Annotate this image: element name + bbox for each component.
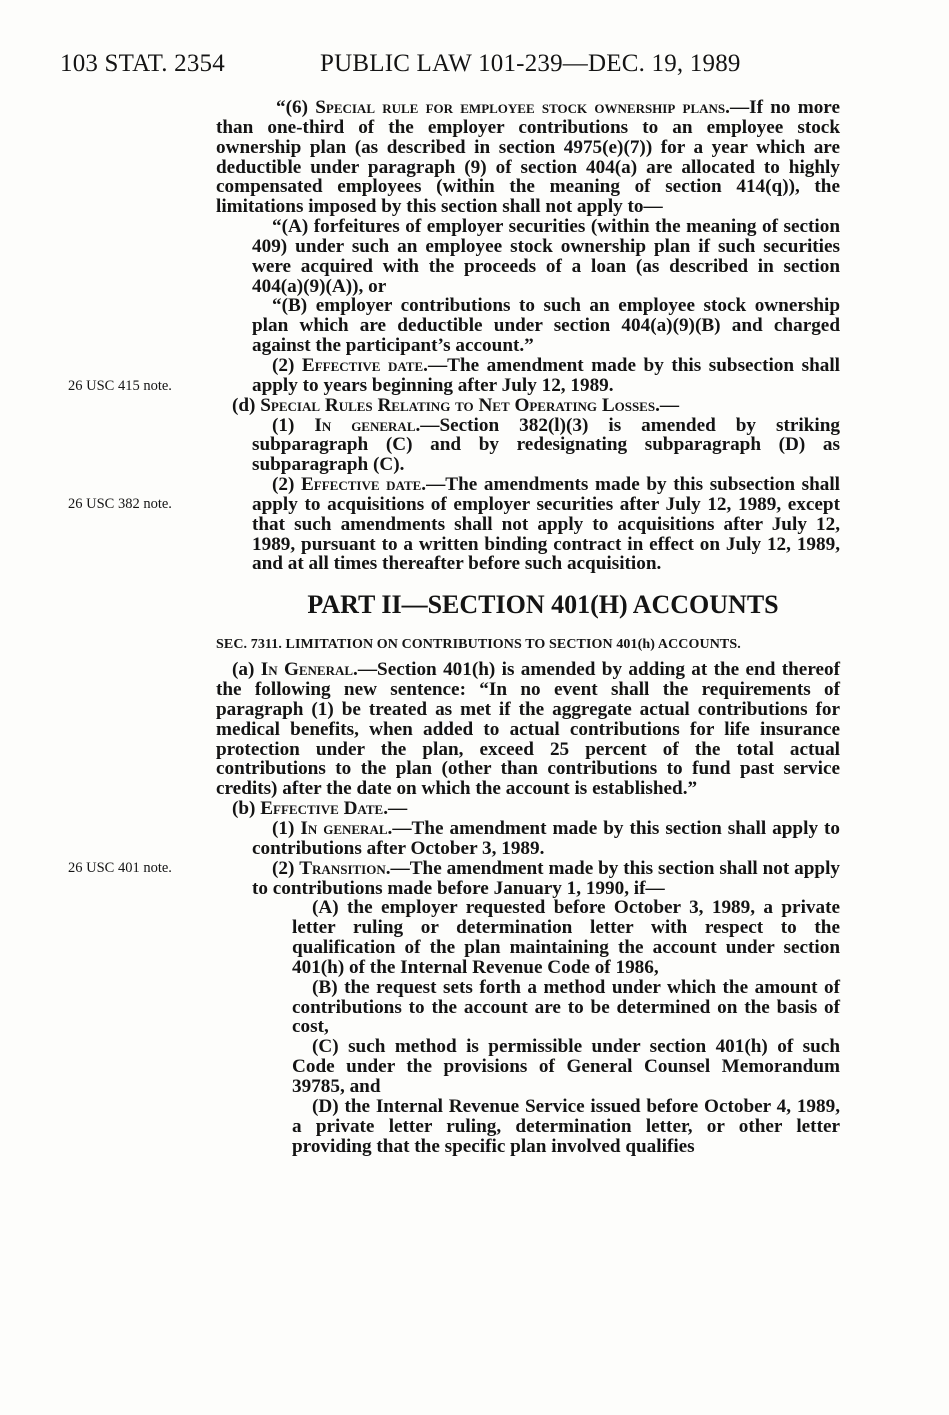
paragraph-b1	[216, 819, 840, 859]
a-text: —Section 401(h) is amended by adding at the end thereof the following new sentence: “In no event shall the requirements of paragraph (1) be treated as met if the aggregate actual contributions for medical benefits, when added to actual contributions for life insurance protection under the plan, exceed 25 percent of the total actual contributions to the plan (other than contributions to fund past service credits) after the date on which the account is established.”	[216, 659, 840, 800]
part-heading: PART II—SECTION 401(H) ACCOUNTS	[307, 590, 779, 620]
section-heading: SEC. 7311. LIMITATION ON CONTRIBUTIONS TO SECTION 401(h) ACCOUNTS.	[216, 637, 741, 653]
a-heading: In General.	[260, 659, 358, 681]
paragraph-6	[216, 98, 840, 217]
subsection-d	[216, 396, 840, 416]
d1-heading: In general.	[314, 414, 421, 436]
subparagraph-b2b: (B) the request sets forth a method under which the amount of contributions to the account are to be determined on the basis of cost,	[292, 976, 840, 1038]
subparagraph-6b: “(B) employer contributions to such an employee stock ownership plan which are deductible under section 404(a)(9)(B) and charged against the participant’s account.”	[252, 295, 840, 357]
b1-lead: (1)	[272, 818, 301, 839]
paragraph-d1	[216, 416, 840, 476]
paragraph-b2	[216, 859, 840, 899]
stat-page-number: 103 STAT. 2354	[60, 50, 225, 77]
paragraph-d2	[216, 475, 840, 574]
margin-note-382: 26 USC 382 note.	[68, 496, 172, 512]
subparagraph-b2c: (C) such method is permissible under section 401(h) of such Code under the provisions of General Counsel Memorandum 39785, and	[292, 1036, 840, 1097]
paragraph-c2	[216, 356, 840, 396]
d2-text: —The amendments made by this subsection shall apply to acquisitions of employer securities after July 12, 1989, except that such amendments shall not apply to acquisitions after July 12, 1989, pursuant to a written binding contract in effect on July 12, 1989, and at all times thereafter before such acquisition.	[252, 474, 840, 575]
p6-text: —If no more than one-third of the employer contributions to an employee stock ownership plan (as described in section 4975(e)(7)) for a year which are deductible under paragraph (9) of section 404(a) are allocated to highly compensated employees (within the meaning of section 414(q)), the limitations imposed by this section shall not apply to—	[216, 97, 840, 218]
margin-note-401: 26 USC 401 note.	[68, 860, 172, 876]
subsection-a	[216, 660, 840, 799]
c2-heading: Effective date.	[301, 354, 428, 376]
subparagraph-b2a: (A) the employer requested before October 3, 1989, a private letter ruling or determination letter with respect to the qualification of the plan maintaining the account under section 401(h) of the Internal Revenue Code of 1986,	[292, 897, 840, 978]
d-heading: Special Rules Relating to Net Operating Losses.	[260, 394, 660, 416]
b-text: —	[388, 798, 408, 820]
p6-heading: Special rule for employee stock ownership plans.	[315, 97, 730, 118]
c2-lead: (2)	[272, 354, 302, 376]
b2-text: —The amendment made by this section shall not apply to contributions made before January 1, 1990, if—	[252, 857, 840, 899]
b2-lead: (2)	[272, 857, 300, 879]
statute-body	[216, 98, 840, 1156]
b1-text: —The amendment made by this section shall apply to contributions after October 3, 1989.	[252, 818, 841, 859]
p6-lead: “(6)	[276, 97, 316, 118]
a-lead: (a)	[232, 659, 261, 681]
margin-note-415: 26 USC 415 note.	[68, 378, 172, 394]
d1-text: —Section 382(l)(3) is amended by striking subparagraph (C) and by redesignating subparagraph (D) as subparagraph (C).	[252, 414, 840, 476]
b-lead: (b)	[232, 798, 261, 820]
c2-text: —The amendment made by this subsection shall apply to years beginning after July 12, 1989.	[252, 354, 840, 396]
public-law-header: PUBLIC LAW 101-239—DEC. 19, 1989	[320, 50, 741, 77]
d1-lead: (1)	[272, 414, 315, 436]
d-text: —	[659, 394, 680, 416]
b1-heading: In general.	[300, 818, 393, 839]
subparagraph-6a: “(A) forfeitures of employer securities (within the meaning of section 409) under such an employee stock ownership plan if such securities were acquired with the proceeds of a loan (as described in section 404(a)(9)(A)), or	[252, 216, 840, 297]
d2-heading: Effective date.	[301, 474, 427, 496]
subsection-b	[216, 799, 840, 819]
b-heading: Effective Date.	[260, 798, 388, 820]
d2-lead: (2)	[272, 474, 301, 496]
subparagraph-b2d: (D) the Internal Revenue Service issued before October 4, 1989, a private letter ruling, determination letter, or other letter providing that the specific plan involved qualifies	[292, 1095, 840, 1157]
b2-heading: Transition.	[299, 857, 391, 879]
d-lead: (d)	[232, 394, 261, 416]
